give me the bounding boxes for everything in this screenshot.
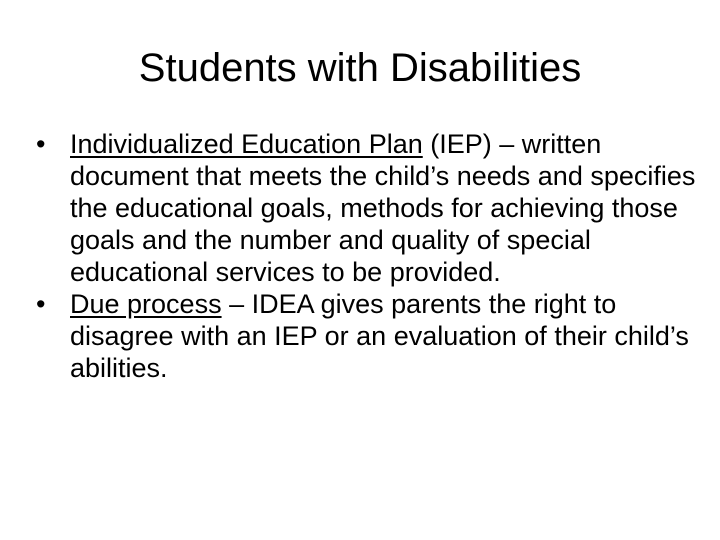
bullet-item-iep [36, 128, 696, 288]
term-due-process: Due process [70, 289, 222, 319]
bullet-marker: • [36, 289, 46, 319]
slide-title: Students with Disabilities [138, 46, 582, 90]
term-iep: Individualized Education Plan [70, 129, 423, 159]
definition-due-process: – IDEA gives parents the right to disagree with an IEP or an evaluation of their child’s abilities. [70, 289, 689, 383]
bullet-item-due-process [36, 288, 696, 384]
bullet-marker: • [36, 129, 46, 159]
bullet-list [36, 128, 696, 384]
definition-iep: (IEP) – written document that meets the child’s needs and specifies the educational goals, methods for achieving those goals and the number and quality of special educational services to be provided. [70, 129, 696, 287]
